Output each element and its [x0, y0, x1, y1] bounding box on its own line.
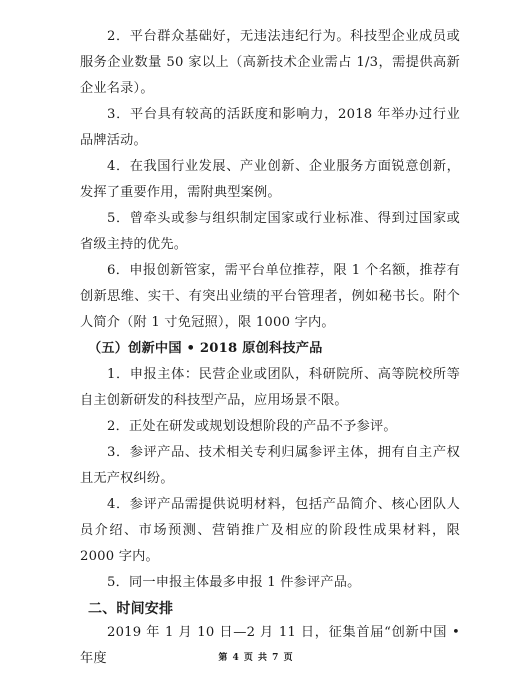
section-five-heading: （五）创新中国 • 2018 原创科技产品: [88, 341, 323, 356]
section-two-heading: 二、时间安排: [88, 601, 174, 617]
paragraph-standards: 5．曾牵头或参与组织制定国家或行业标准、得到过国家或省级主持的优先。: [80, 211, 460, 252]
paragraph-innovation-steward: 6．申报创新管家，需平台单位推荐，限 1 个名额，推荐有创新思维、实干、有突出业绩的平台管理者，例如秘书长。附个人简介（附 1 寸免冠照），限 1000 字内。: [80, 263, 460, 330]
page-number-footer: 第 4 页 共 7 页: [218, 653, 294, 663]
list-item-materials: 4．参评产品需提供说明材料，包括产品简介、核心团队人员介绍、市场预测、营销推广及相应的阶段性成果材料，限 2000 字内。: [80, 497, 460, 564]
list-item-applicant: 1．申报主体：民营企业或团队，科研院所、高等院校所等自主创新研发的科技型产品，应用场景不限。: [80, 367, 460, 408]
list-item-patent: 3．参评产品、技术相关专利归属参评主体，拥有自主产权且无产权纠纷。: [80, 445, 460, 486]
paragraph-schedule: 2019 年 1 月 10 日—2 月 11 日，征集首届“创新中国 • 年度: [80, 625, 460, 666]
list-item-limit: 5．同一申报主体最多申报 1 件参评产品。: [107, 575, 361, 590]
paragraph-industry-innovation: 4．在我国行业发展、产业创新、企业服务方面锐意创新，发挥了重要作用，需附典型案例。: [80, 159, 460, 200]
paragraph-platform-base: 2．平台群众基础好，无违法违纪行为。科技型企业成员或服务企业数量 50 家以上（高新技术企业需占 1/3，需提供高新企业名录）。: [80, 29, 460, 96]
paragraph-platform-activity: 3．平台具有较高的活跃度和影响力，2018 年举办过行业品牌活动。: [80, 107, 460, 148]
list-item-stage: 2．正处在研发或规划设想阶段的产品不予参评。: [107, 419, 397, 434]
